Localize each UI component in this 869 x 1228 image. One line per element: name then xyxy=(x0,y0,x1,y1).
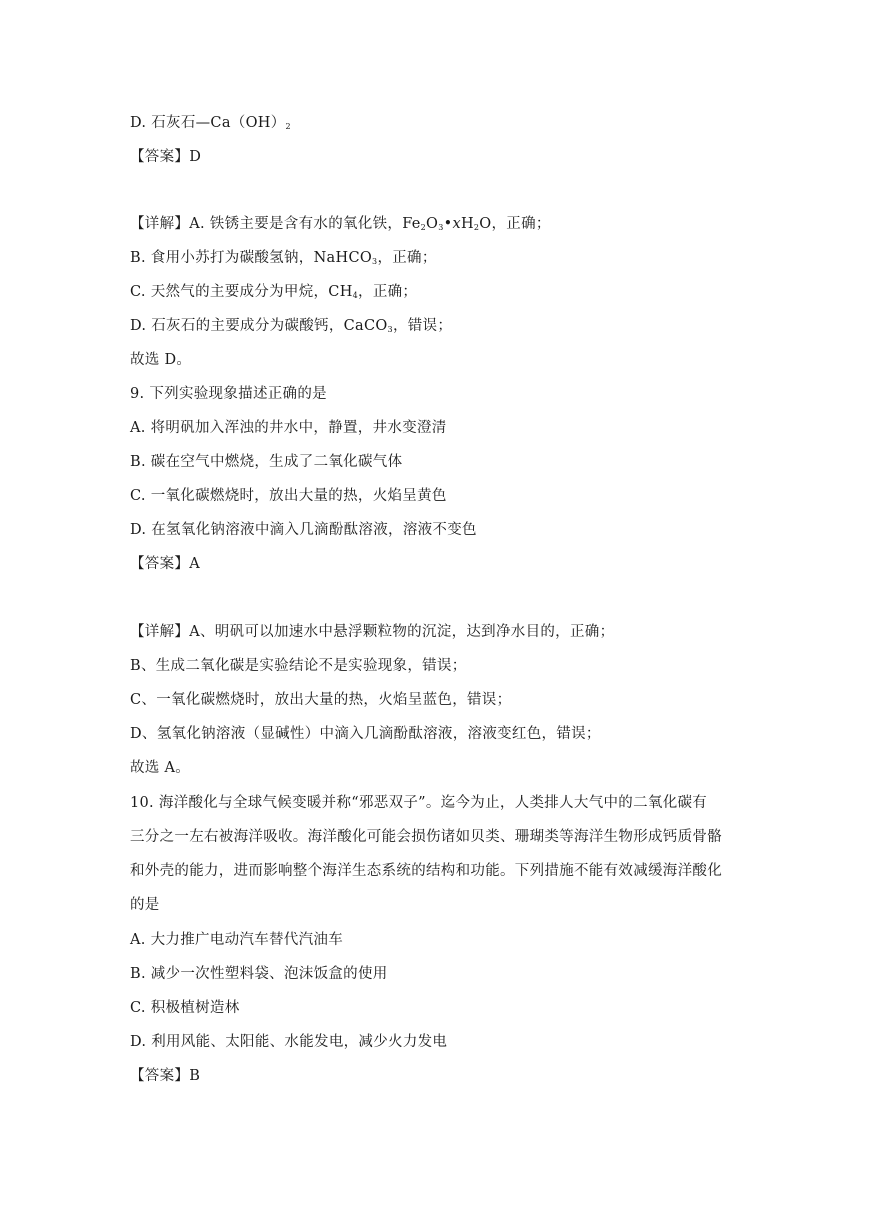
q9-detail-d: D、氢氧化钠溶液（显碱性）中滴入几滴酚酞溶液，溶液变红色，错误； xyxy=(130,726,601,742)
q8-option-d-text: D. 石灰石—Ca（OH） xyxy=(130,115,286,131)
q10-option-c: C. 积极植树造林 xyxy=(130,1000,240,1016)
q8-detail-d-sub1: 3 xyxy=(387,325,393,334)
q9-stem: 9. 下列实验现象描述正确的是 xyxy=(130,386,327,402)
q8-detail-b-text1: B. 食用小苏打为碳酸氢钠，NaHCO xyxy=(130,250,373,266)
q10-stem-line-4: 的是 xyxy=(130,897,160,913)
q9-option-d: D. 在氢氧化钠溶液中滴入几滴酚酞溶液，溶液不变色 xyxy=(130,522,477,538)
q8-detail-d xyxy=(130,316,750,336)
q10-option-b: B. 减少一次性塑料袋、泡沫饭盒的使用 xyxy=(130,966,388,982)
q8-detail-a-text1: 【详解】A. 铁锈主要是含有水的氧化铁，Fe xyxy=(130,216,421,232)
q8-option-d xyxy=(130,113,750,133)
q9-option-a: A. 将明矾加入浑浊的井水中，静置，井水变澄清 xyxy=(130,420,447,436)
q9-detail-a: 【详解】A、明矾可以加速水中悬浮颗粒物的沉淀，达到净水目的，正确； xyxy=(130,624,615,640)
q9-choose: 故选 A。 xyxy=(130,760,191,776)
q8-detail-a-x: x xyxy=(452,216,461,232)
q8-detail-a-text2: O xyxy=(426,216,439,232)
q9-option-c: C. 一氧化碳燃烧时，放出大量的热，火焰呈黄色 xyxy=(130,488,447,504)
q8-detail-d-text2: ，错误； xyxy=(392,318,453,334)
q8-detail-c xyxy=(130,282,750,302)
q10-stem-line-1: 10. 海洋酸化与全球气候变暖并称“邪恶双子”。迄今为止，人类排人大气中的二氧化碳有 xyxy=(130,795,708,811)
q8-detail-a-sub1: 2 xyxy=(420,223,427,232)
q8-choose: 故选 D。 xyxy=(130,352,192,368)
q10-stem-line-3: 和外壳的能力，进而影响整个海洋生态系统的结构和功能。下列措施不能有效减缓海洋酸化 xyxy=(130,863,722,879)
q9-detail-c: C、一氧化碳燃烧时，放出大量的热，火焰呈蓝色，错误； xyxy=(130,692,512,708)
q8-detail-c-text1: C. 天然气的主要成分为甲烷，CH xyxy=(130,284,353,300)
q8-option-d-sub: 2 xyxy=(285,122,291,131)
q8-detail-b xyxy=(130,248,750,268)
q8-detail-a-text4: O，正确； xyxy=(479,216,551,232)
q8-detail-a-dot: • xyxy=(443,216,453,232)
q8-detail-b-sub1: 3 xyxy=(372,257,378,266)
q8-detail-a-sub2: 3 xyxy=(438,223,444,232)
q8-detail-a xyxy=(130,214,750,234)
q8-answer: 【答案】D xyxy=(130,149,202,165)
q8-detail-a-sub3: 2 xyxy=(473,223,480,232)
q9-option-b: B. 碳在空气中燃烧，生成了二氧化碳气体 xyxy=(130,454,403,470)
q8-detail-b-text2: ，正确； xyxy=(377,250,437,266)
q8-detail-c-text2: ，正确； xyxy=(358,284,418,300)
q10-answer: 【答案】B xyxy=(130,1068,201,1084)
q10-stem-line-2: 三分之一左右被海洋吸收。海洋酸化可能会损伤诸如贝类、珊瑚类等海洋生物形成钙质骨骼 xyxy=(130,829,722,845)
q9-detail-b: B、生成二氧化碳是实验结论不是实验现象，错误； xyxy=(130,658,467,674)
q9-answer: 【答案】A xyxy=(130,556,200,572)
q8-detail-c-sub1: 4 xyxy=(352,291,359,300)
q8-detail-d-text1: D. 石灰石的主要成分为碳酸钙，CaCO xyxy=(130,318,388,334)
q10-option-d: D. 利用风能、太阳能、水能发电，减少火力发电 xyxy=(130,1034,448,1050)
q8-detail-a-text3: H xyxy=(460,216,474,232)
q10-option-a: A. 大力推广电动汽车替代汽油车 xyxy=(130,932,343,948)
